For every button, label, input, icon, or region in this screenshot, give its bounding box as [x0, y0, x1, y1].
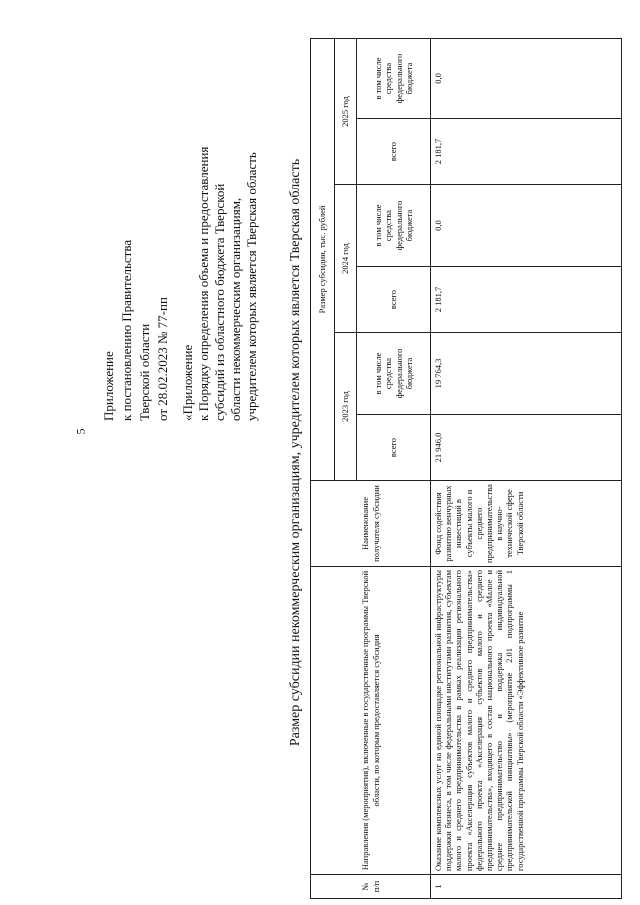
- header-total-2023: всего: [357, 415, 431, 481]
- subsidy-table: [310, 38, 622, 899]
- row-2025-total: 2 181,7: [431, 119, 622, 185]
- table-row: [431, 38, 622, 898]
- row-2024-federal: 0,0: [431, 185, 622, 267]
- header-federal-2023: в том числе средства федерального бюджета: [357, 333, 431, 415]
- header-year-2024: 2024 год: [335, 185, 357, 333]
- header-year-2023: 2023 год: [335, 333, 357, 481]
- appendix-header: [100, 240, 172, 421]
- appendix-line: Тверской области: [137, 323, 152, 421]
- procedure-appendix-header: [180, 147, 260, 421]
- header-year-2025: 2025 год: [335, 38, 357, 184]
- row-num: 1: [431, 875, 622, 899]
- document-sheet: [100, 0, 640, 905]
- procedure-appendix-line: учредителем которых является Тверская область: [244, 152, 259, 421]
- header-row: [311, 38, 335, 898]
- row-2023-total: 21 946,0: [431, 415, 622, 481]
- header-federal-2025: в том числе средства федерального бюджета: [357, 38, 431, 118]
- procedure-appendix-line: «Приложение: [180, 344, 195, 421]
- appendix-line: к постановлению Правительства: [119, 239, 134, 421]
- page-number: 5: [73, 428, 88, 435]
- procedure-appendix-line: области некоммерческим организациям,: [228, 197, 243, 421]
- row-direction: Оказание комплексных услуг на единой площадке региональной инфраструктуры поддержки бизнеса, в том числе федеральными институтами развития, субъектам малого и среднего предпринимательства в рамках реализации регионального проекта «Акселерация субъектов малого и среднего предпринимательства» федерального проекта «Акселерация субъектов малого и среднего предпринимательства», входящего в состав национального проекта «Малое и среднее предпринимательство и поддержка индивидуальной предпринимательской инициативы» (мероприятие 2.01 подпрограммы 1 государственной программы Тверской области «Эффективное развитие: [431, 567, 622, 875]
- procedure-appendix-line: к Порядку определения объема и предоставления: [196, 146, 211, 421]
- header-amount: Размер субсидии, тыс. рублей: [311, 38, 335, 480]
- row-recipient: Фонд содействия развитию венчурных инвестиций в субъекты малого и среднего предпринимательства в научно-технической сфере Тверской области: [431, 481, 622, 567]
- header-num: № п/п: [311, 875, 431, 899]
- table-title: Размер субсидии некоммерческим организациям, учредителем которых является Тверская область: [288, 158, 303, 747]
- header-total-2025: всего: [357, 119, 431, 185]
- header-total-2024: всего: [357, 267, 431, 333]
- header-direction: Направления (мероприятия), включенные в государственные программы Тверской области, по которым предоставляется субсидия: [311, 567, 431, 875]
- row-2025-federal: 0,0: [431, 38, 622, 118]
- header-federal-2024: в том числе средства федерального бюджета: [357, 185, 431, 267]
- procedure-appendix-line: субсидий из областного бюджета Тверской: [212, 183, 227, 421]
- row-2024-total: 2 181,7: [431, 267, 622, 333]
- appendix-line: от 28.02.2023 № 77-пп: [155, 297, 170, 421]
- header-recipient: Наименование получателя субсидии: [311, 481, 431, 567]
- appendix-line: Приложение: [101, 351, 116, 421]
- row-2023-federal: 19 764,3: [431, 333, 622, 415]
